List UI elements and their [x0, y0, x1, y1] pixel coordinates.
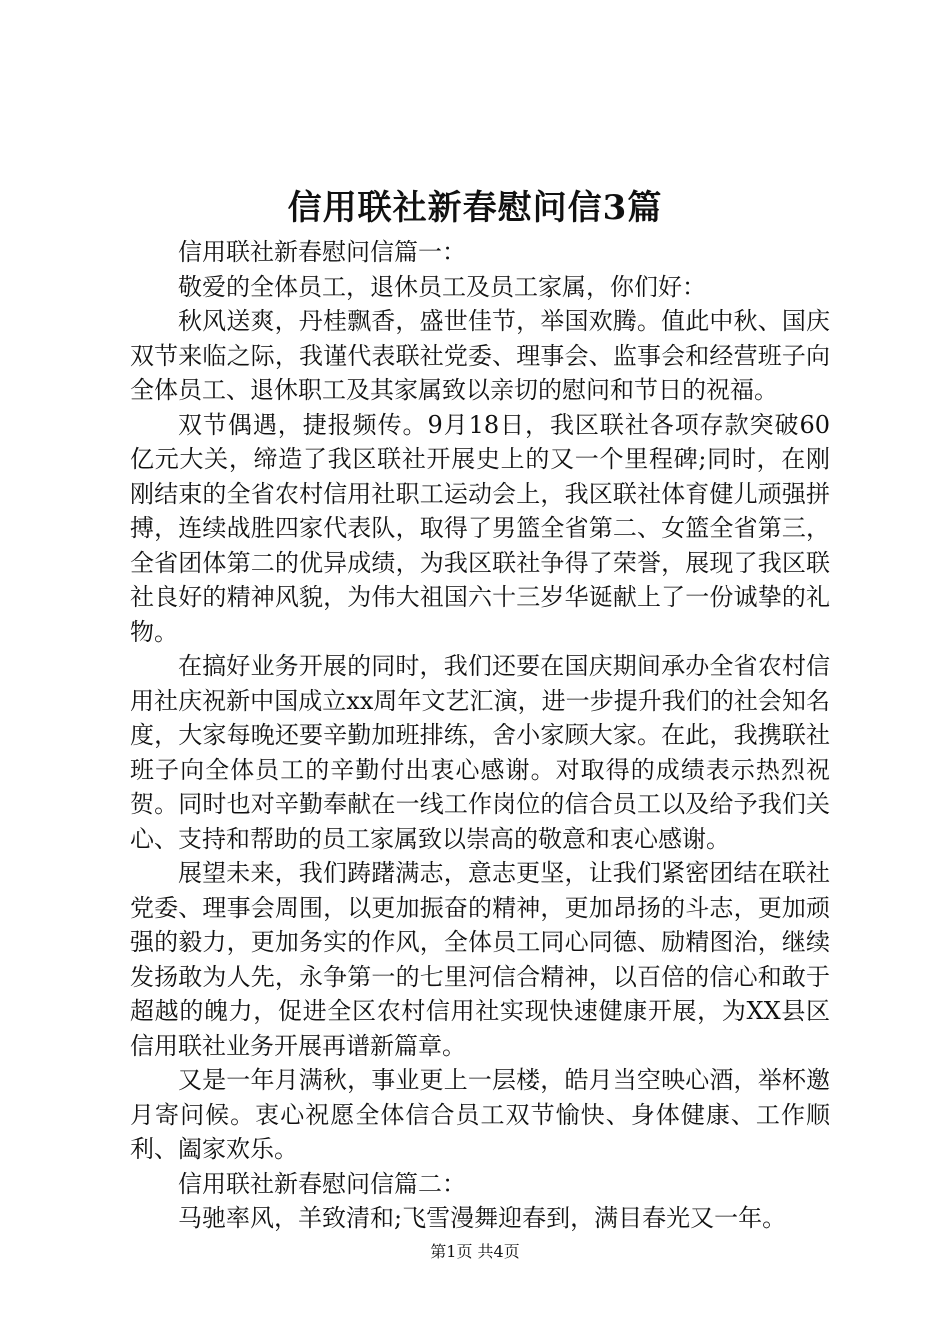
section-heading-2: 信用联社新春慰问信篇二： — [178, 1169, 466, 1198]
document-title: 信用联社新春慰问信3篇 — [287, 188, 663, 228]
paragraph: 在搞好业务开展的同时，我们还要在国庆期间承办全省农村信用社庆祝新中国成立xx周年文艺汇演，进一步提升我们的社会知名度，大家每晚还要辛勤加班排练，舍小家顾大家。在此，我携联社班子向全体员工的辛勤付出衷心感谢。对取得的成绩表示热烈祝贺。同时也对辛勤奉献在一线工作岗位的信合员工以及给予我们关心、支持和帮助的员工家属致以崇高的敬意和衷心感谢。 — [130, 652, 830, 853]
page-footer: 第1页 共4页 — [430, 1242, 520, 1261]
salutation: 敬爱的全体员工，退休员工及员工家属，你们好： — [178, 272, 706, 301]
paragraph: 秋风送爽，丹桂飘香，盛世佳节，举国欢腾。值此中秋、国庆双节来临之际，我谨代表联社党委、理事会、监事会和经营班子向全体员工、退休职工及其家属致以亲切的慰问和节日的祝福。 — [130, 307, 830, 404]
paragraph: 展望未来，我们踌躇满志，意志更坚，让我们紧密团结在联社党委、理事会周围，以更加振奋的精神，更加昂扬的斗志，更加顽强的毅力，更加务实的作风，全体员工同心同德、励精图治，继续发扬敢为人先，永争第一的七里河信合精神，以百倍的信心和敢于超越的魄力，促进全区农村信用社实现快速健康开展，为XX县区信用联社业务开展再谱新篇章。 — [130, 859, 830, 1060]
section-heading-1: 信用联社新春慰问信篇一： — [178, 238, 466, 266]
document-body — [130, 235, 830, 1236]
paragraph: 双节偶遇，捷报频传。9月18日，我区联社各项存款突破60亿元大关，缔造了我区联社开展史上的又一个里程碑;同时，在刚刚结束的全省农村信用社职工运动会上，我区联社体育健儿顽强拼搏，连续战胜四家代表队，取得了男篮全省第二、女篮全省第三，全省团体第二的优异成绩，为我区联社争得了荣誉，展现了我区联社良好的精神风貌，为伟大祖国六十三岁华诞献上了一份诚挚的礼物。 — [130, 410, 830, 646]
paragraph: 又是一年月满秋，事业更上一层楼，皓月当空映心酒，举杯邀月寄问候。衷心祝愿全体信合员工双节愉快、身体健康、工作顺利、阖家欢乐。 — [130, 1066, 830, 1163]
paragraph: 马驰率风，羊致清和;飞雪漫舞迎春到，满目春光又一年。 — [178, 1204, 787, 1232]
